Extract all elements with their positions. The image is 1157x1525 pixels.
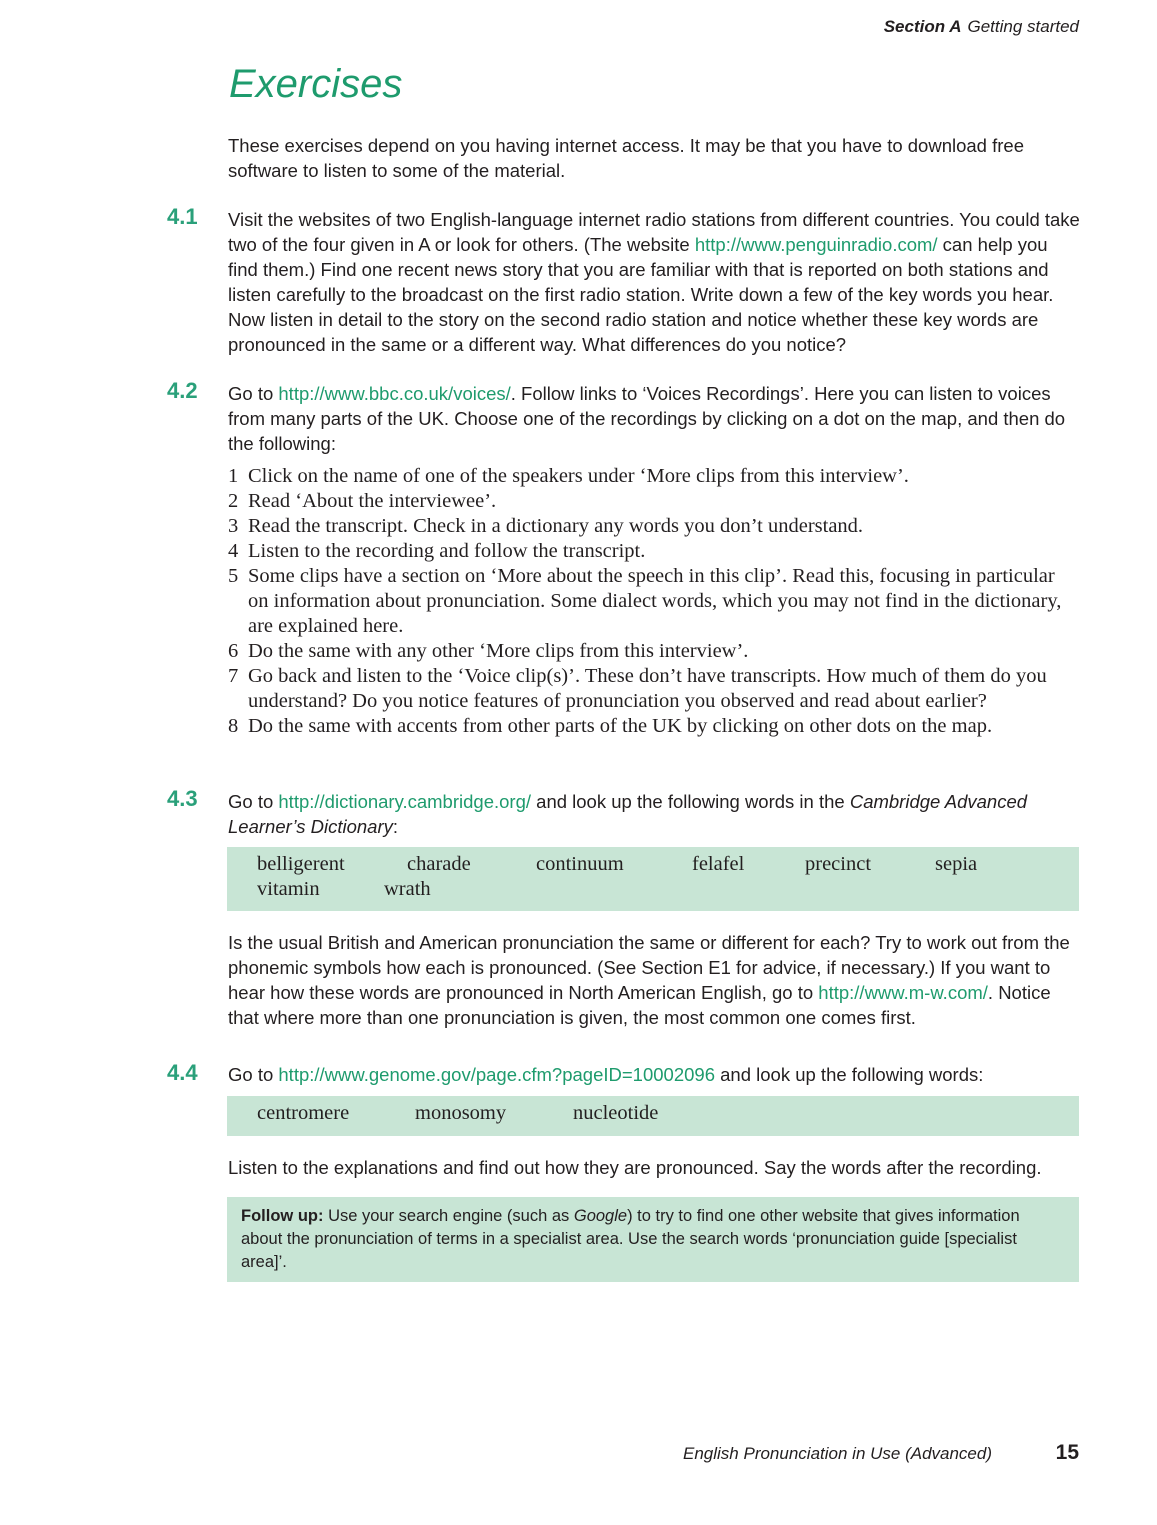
word-item: monosomy — [415, 1102, 507, 1124]
step-text: Click on the name of one of the speakers under ‘More clips from this interview’. — [248, 465, 909, 487]
step-number: 1 — [228, 465, 239, 487]
step-item — [228, 664, 1080, 714]
bbc-voices-link[interactable]: http://www.bbc.co.uk/voices/ — [278, 383, 511, 404]
step-text: Read the transcript. Check in a dictionary any words you don’t understand. — [248, 515, 864, 537]
step-item — [228, 564, 1080, 639]
search-engine-name: Google — [573, 1207, 628, 1225]
word-item: wrath — [384, 878, 431, 900]
exercise-number-4-3: 4.3 — [167, 786, 198, 811]
section-title: Getting started — [967, 17, 1079, 36]
exercise-4-3-text-b: and look up the following words in the — [531, 791, 850, 812]
footer-book-title: English Pronunciation in Use (Advanced) — [683, 1444, 993, 1463]
dictionary-title: Cambridge Advanced Learner’s Dictionary — [228, 791, 1028, 837]
step-item — [228, 539, 1080, 564]
step-number: 7 — [228, 665, 239, 687]
word-item: centromere — [257, 1102, 350, 1124]
exercise-4-3-text — [228, 789, 1080, 839]
exercise-4-2-steps — [228, 464, 1080, 739]
word-item: felafel — [692, 853, 745, 875]
step-text: Go back and listen to the ‘Voice clip(s)’. These don’t have transcripts. How much of them do you understand? Do you notice features of pronunciation you observed and read about earlier? — [248, 665, 1047, 712]
exercise-4-1-text-b: can help you find them.) Find one recent news story that you are familiar with that is reported on both stations and listen carefully to the broadcast on the first radio station. Write down a few of the key words you hear. Now listen in detail to the story on the second radio station and notice whether these key words are pronounced in the same or a different way. What differences do you notice? — [228, 234, 1054, 355]
exercise-4-3-text-c: : — [392, 816, 399, 837]
word-item: nucleotide — [573, 1102, 659, 1124]
cambridge-dictionary-link[interactable]: http://dictionary.cambridge.org/ — [278, 791, 532, 812]
exercise-number-4-2: 4.2 — [167, 378, 198, 403]
exercise-4-4-text — [228, 1062, 1080, 1087]
word-box-4-4 — [227, 1096, 1079, 1136]
exercise-4-2-text-b: . Follow links to ‘Voices Recordings’. Here you can listen to voices from many parts of the UK. Choose one of the recordings by clicking on a dot on the map, and then do the following: — [228, 383, 1066, 454]
step-item — [228, 639, 1080, 664]
follow-up-label: Follow up: — [241, 1207, 324, 1225]
merriam-webster-link[interactable]: http://www.m-w.com/ — [818, 982, 988, 1003]
exercise-4-3-text-a: Go to — [228, 791, 279, 812]
word-item: continuum — [536, 853, 624, 875]
penguinradio-link[interactable]: http://www.penguinradio.com/ — [694, 234, 938, 255]
step-text: Some clips have a section on ‘More about the speech in this clip’. Read this, focusing in particular on information about pronunciation. Some dialect words, which you may not find in the dictionary, are explained here. — [248, 565, 1062, 637]
word-item: precinct — [805, 853, 872, 875]
running-head — [884, 17, 1079, 37]
word-item: vitamin — [257, 878, 320, 900]
follow-up-text-b: ) to try to find one other website that gives information about the pronunciation of terms in a specialist area. Use the search words ‘pronunciation guide [specialist area]’. — [241, 1207, 1020, 1271]
step-number: 2 — [228, 490, 239, 512]
step-number: 6 — [228, 640, 239, 662]
exercise-4-3-follow-b: . Notice that where more than one pronunciation is given, the most common one comes first. — [228, 982, 1051, 1028]
exercise-4-1-text — [228, 207, 1080, 357]
exercise-4-1-text-a: Visit the websites of two English-language internet radio stations from different countries. You could take two of the four given in A or look for others. (The website — [228, 209, 1080, 255]
step-item — [228, 714, 1080, 739]
exercise-number-4-4: 4.4 — [167, 1060, 198, 1085]
exercise-4-2-text — [228, 381, 1080, 456]
page-title: Exercises — [229, 62, 403, 106]
section-label: Section A — [883, 17, 962, 36]
exercise-4-2-text-a: Go to — [228, 383, 279, 404]
step-item — [228, 464, 1080, 489]
step-number: 3 — [228, 515, 239, 537]
step-number: 4 — [228, 540, 239, 562]
exercise-4-4-text-b: and look up the following words: — [714, 1064, 984, 1085]
follow-up-text-a: Use your search engine (such as — [323, 1207, 574, 1225]
genome-link[interactable]: http://www.genome.gov/page.cfm?pageID=10002096 — [278, 1064, 715, 1085]
step-text: Do the same with any other ‘More clips from this interview’. — [248, 640, 749, 662]
exercise-4-3-followup — [228, 930, 1080, 1030]
step-text: Listen to the recording and follow the transcript. — [248, 540, 646, 562]
exercise-number-4-1: 4.1 — [167, 204, 198, 229]
step-item — [228, 489, 1080, 514]
page-number: 15 — [1055, 1441, 1079, 1464]
exercise-4-4-text-a: Go to — [228, 1064, 279, 1085]
step-number: 5 — [228, 565, 239, 587]
exercise-4-4-followup: Listen to the explanations and find out how they are pronounced. Say the words after the recording. — [228, 1157, 1042, 1178]
word-box-4-3 — [227, 847, 1079, 911]
word-item: sepia — [935, 853, 978, 875]
exercise-4-3-follow-a: Is the usual British and American pronunciation the same or different for each? Try to work out from the phonemic symbols how each is pronounced. (See Section E1 for advice, if necessary.) If you want to hear how these words are pronounced in North American English, go to — [228, 932, 1070, 1003]
word-item: belligerent — [257, 853, 345, 875]
step-text: Do the same with accents from other parts of the UK by clicking on other dots on the map. — [248, 715, 993, 737]
follow-up-box — [227, 1197, 1079, 1282]
step-number: 8 — [228, 715, 239, 737]
step-text: Read ‘About the interviewee’. — [248, 490, 497, 512]
step-item — [228, 514, 1080, 539]
intro-text: These exercises depend on you having internet access. It may be that you have to download free software to listen to some of the material. — [228, 135, 1024, 181]
word-item: charade — [407, 853, 471, 875]
